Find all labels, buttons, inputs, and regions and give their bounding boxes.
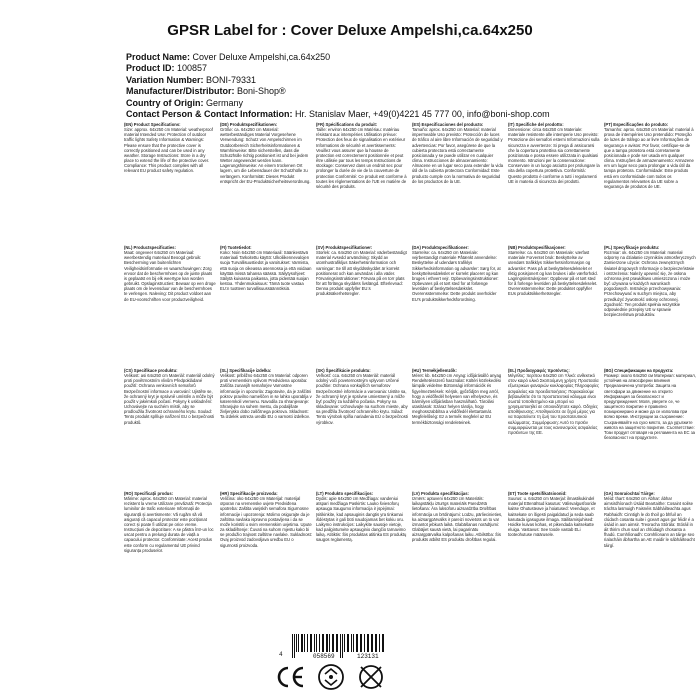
spec-block-hu — [412, 367, 508, 490]
barcode-group-2: 123131 — [357, 653, 379, 660]
variation-number-row — [126, 75, 646, 86]
country-row — [126, 98, 646, 109]
spec-block-de — [220, 121, 316, 244]
spec-block-pt — [604, 121, 700, 244]
spec-heading: (GA) Sonraíochtaí Táirge: — [604, 491, 655, 496]
barcode-bar — [360, 634, 362, 652]
spec-heading: (IT) Specifiche del prodotto: — [508, 122, 564, 127]
spec-block-bg — [604, 367, 700, 490]
spec-heading: (HU) Termékjellemzők: — [412, 368, 457, 373]
spec-body: Rozmiar: ok. 64x250 cm Materiał: materiał odporny na działanie czynników atmosferycznych Zamierzone użycie: Ochrona zewnętrznych świateł drogowych Informacje o bezpieczeństwie i ostrzeżenia: Należy upewnić się, że osłona ochronna jest prawidłowo umieszczona i może być używana w każdych warunkach pogodowych. Instrukcje przechowywania: Przechowywać w suchym miejscu, aby przedłużyć żywotność osłony ochronnej. Zgodność: Ten produkt spełnia wszystkie odpowiednie przepisy UE w sprawie bezpieczeństwa produktów. — [604, 250, 696, 318]
barcode-bar — [326, 634, 328, 652]
barcode-bar — [307, 634, 308, 652]
spec-body: Velikost: asi 64x250 cm Materiál: materiál odolný proti povětrnostním vlivům Předpokládané použití: Ochrana venkovních semaforů Bezpečnostní informace a varování: Ujistěte se, že ochranný kryt je správně umístěn a může být použit v jakémkoli počasí. Pokyny k uskladnění: Uchovávejte na suchém místě, aby se prodloužila životnost ochranného krytu. Soulad: Tento produkt splňuje nařízení EU o bezpečnosti produktů. — [124, 373, 215, 425]
recycling-info-icon — [316, 662, 346, 692]
page-title: GPSR Label for : Cover Deluxe Ampelshi,ca.64x250 — [167, 22, 533, 39]
spec-block-fi — [220, 244, 316, 367]
barcode-bar — [294, 634, 295, 658]
spec-body: Tamanho: aprox. 64x250 cm Material: material à prova de intempéries Uso pretendido: Proteção de luzes de tráfego ao ar livre Informações de segurança e avisos: Por favor, certifique-se de que a tampa protetora está corretamente posicionada e pode ser usada em qualquer clima. Instruções de armazenamento: Armazene em um lugar seco para prolongar a vida útil da tampa protetora. Conformidade: Este produto está em conformidade com todos os regulamentos relevantes da UE sobre a segurança de produtos de UE. — [604, 127, 694, 189]
barcode-bar — [340, 634, 341, 658]
spec-body: Størrelse: ca. 64x250 cm Materiale: værfast materiale Forventet bruk: Beskyttelse av utendørs trafikklys Sikkerhetsinformasjon og advarsler: Pass på at beskyttelsesdekselet er riktig posisjonert og kan brukes i alle værforhold. Lagringsinstruksjoner: Oppbevar på et tørt sted for å forlenge levetiden på beskyttelsesdekselet. Overensstemmelse: Dette produktet oppfyller EUs produktsikkerhetsregler. — [508, 250, 598, 297]
spec-body: Size: approx. 64x250 cm Material: weatherproof material Intended Use: Protection of outdoor traffic lights Safety Information & Warnings: Please ensure that the protective cover is correctly positioned and can be used in any weather. Storage Instructions: Store in a dry place to extend the life of the protective cover. Compliance: This product complies with all relevant EU product safety regulation. — [124, 127, 213, 174]
barcode-bar — [292, 634, 293, 658]
row-label: Product ID: — [126, 63, 175, 74]
spec-heading: (SV) Produktspecifikationer: — [316, 245, 373, 250]
spec-block-sv — [316, 244, 412, 367]
spec-block-pl — [604, 244, 700, 367]
barcode-bar — [322, 634, 324, 652]
spec-heading: (NB) Produktspesifikasjoner: — [508, 245, 566, 250]
spec-block-nl — [124, 244, 220, 367]
row-value: Germany — [206, 97, 244, 108]
barcode-bar — [347, 634, 349, 652]
product-id-row — [126, 63, 646, 74]
row-label: Manufacturer/Distributor: — [126, 86, 235, 97]
barcode-bar — [379, 634, 380, 652]
spec-block-et — [508, 490, 604, 613]
barcode-bar — [382, 634, 384, 652]
barcode-bar — [367, 634, 369, 652]
spec-body: Méid: thart: 64x250 cm Ábhar: ábhar aimsirdhíonach Úsáid Beartaithe: Cosaint soilse tráchta lasmuigh Faisnéis Sábháilteachta agus Rabhaidh: Cinntigh le do thoil go bhfuil an clúdach cosanta suite i gceart agus gur féidir é a úsáid in aon aimsir. Treoracha Stórála: Stóráil in áit thirim chun saol an chlúdaigh chosanta a fhadú. Comhlíonadh: Comhlíonann an táirge seo rialacháin ábhartha an AE maidir le sábháilteacht táirgí. — [604, 496, 695, 548]
row-value: Hr. Stanislav Maer, +49(0)4221 45 777 00, info@boni-shop.com — [295, 109, 550, 120]
ce-mark-icon — [276, 662, 306, 692]
spec-block-es — [412, 121, 508, 244]
spec-body: Μέγεθος: περίπου 64x250 cm Υλικό: ανθεκτικό στον καιρό υλικό Σκοπούμενη χρήση: Προστασία εξωτερικών φαναριών κυκλοφορίας Πληροφορίες ασφαλείας και προειδοποιήσεις: Παρακαλούμε βεβαιωθείτε ότι το προστατευτικό κάλυμμα είναι σωστά τοποθετημένο και μπορεί να χρησιμοποιηθεί σε οποιονδήποτε καιρό. Οδηγίες αποθήκευσης: Αποθηκεύστε σε ξηρό μέρος για να παρατείνετε τη ζωή του προστατευτικού καλύμματος. Συμμόρφωση: Αυτό το προϊόν συμμορφώνεται με τους κανονισμούς ασφαλείας προϊόντων της ΕΕ. — [508, 373, 600, 435]
spec-body: Mărime: aprox. 64x250 cm Material: material rezistent la vreme Utilizare prevăzută: Protecția luminilor de trafic exterioare Informații de siguranță și avertismente: Vă rugăm să vă asigurați că capacul protector este poziționat corect și poate fi utilizat pe orice vreme. Instrucțiuni de depozitare: A se păstra într-un loc uscat pentru a prelungi durata de viață a capacului protector. Conformitate: Acest produs este conform cu regulamentul UE privind siguranța produselor. — [124, 496, 214, 553]
spec-block-ro — [124, 490, 220, 613]
compliance-symbols — [276, 662, 386, 692]
spec-block-da — [412, 244, 508, 367]
manufacturer-row — [126, 86, 646, 97]
spec-heading: (FR) Spécifications du produit: — [316, 122, 378, 127]
spec-heading: (LV) Produkta specifikācijas: — [412, 491, 469, 496]
barcode-bar — [332, 634, 334, 652]
spec-body: Veličina: oko 64x250 cm Materijal: materijal otporan na vremenske uvjete Predviđena upotreba: Zaštita vanjskih semafora Sigurnosne informacije i upozorenja: Molimo osigurajte da je zaštitna navlaka ispravno postavljena i da se može koristiti u svim vremenskim uvjetima. Upute za skladištenje: Čuvati na suhom mjestu kako bi se produžio trajnost zaštitne navlake. Sukladnost: Ovaj proizvod zadovoljava uredbu EU o sigurnosti proizvoda. — [220, 496, 312, 548]
spec-body: Taille: environ 64x250 cm Matériau: matériau résistant aux intempéries Utilisation prévue: Protection des feux de signalisation en extérieur Informations de sécurité et avertissements: Veuillez vous assurer que la housse de protection est correctement positionnée et peut être utilisée par tous les temps Instructions de stockage: Conservez dans un endroit sec pour prolonger la durée de vie de la couverture de protection Conformité: Ce produit est conforme à toutes les réglementations de l'UE en matière de sécurité des produits. — [316, 127, 407, 189]
spec-body: Méret: kb. 64x250 cm Anyag: időjárásálló anyag Rendeltetésszerű használat: Kültéri közlekedési lámpák védelme Biztonsági információk és figyelmeztetések: Kérjük, győződjön meg arról, hogy a védőfedél helyesen van elhelyezve, és bármilyen időjárásban használható. Tárolási utasítások: Száraz helyen tárolja, hogy meghosszabbítsa a védőfedél élettartamát. Megfelelőség: Ez a termék megfelel az EU termékbiztonsági rendeleteinek. — [412, 373, 502, 425]
barcode-bar — [314, 634, 315, 652]
spec-block-fr — [316, 121, 412, 244]
spec-block-it — [508, 121, 604, 244]
row-label: Product Name: — [126, 52, 191, 62]
spec-block-sl — [220, 367, 316, 490]
spec-block-en — [124, 121, 220, 244]
product-name-row — [126, 52, 646, 63]
row-value: Cover Deluxe Ampelshi,ca.64x250 — [192, 52, 331, 62]
spec-heading: (LT) Produkto specifikacijos: — [316, 491, 374, 496]
barcode-bar — [342, 634, 343, 658]
barcode-bar — [329, 634, 330, 652]
spec-block-hr — [220, 490, 316, 613]
contact-row — [126, 109, 646, 120]
spec-heading: (BG) Спецификации на продукта: — [604, 368, 674, 373]
spec-heading: (CS) Specifikace produktu: — [124, 368, 178, 373]
barcode-bar — [310, 634, 312, 652]
spec-body: Izmērs: aptuveni 64x250 cm Materiāls: laikapstākļu izturīgs materiāls Paredzētā lietošana: Āra luksoforu aizsardzība Drošības informācija un brīdinājumi: Lūdzu, pārliecinieties, ka aizsargpārvalks ir pareizi novietots un to var izmantot jebkurā laikā. Glabāšanas norādījumi: Glabājiet sausā vietā, lai pagarinātu aizsargpārvalka kalpošanas laiku. Atbilstība: Šis produkts atbilst ES produktu drošības regulai. — [412, 496, 503, 543]
spec-body: Tamaño: aprox. 64x250 cm Material: material impermeable Uso previsto: Protección de luces de tráfico al aire libre Información de seguridad y advertencias: Por favor, asegúrese de que la cubierta protectora está correctamente posicionada y se puede utilizar en cualquier clima. Instrucciones de almacenamiento: Almacene en un lugar seco para extender la vida útil de la cubierta protectora Conformidad: Este producto cumple con la normativa de seguridad de los productos de la UE. — [412, 127, 504, 184]
spec-heading: (SK) Špecifikácie produktu: — [316, 368, 371, 373]
row-label: Contact Person & Contact Information: — [126, 109, 293, 120]
spec-block-lv — [412, 490, 508, 613]
language-grid — [124, 121, 700, 613]
row-label: Variation Number: — [126, 74, 204, 85]
row-value: BONI-79331 — [206, 74, 257, 85]
product-info — [126, 52, 646, 120]
barcode-bar — [304, 634, 305, 652]
spec-heading: (SL) Specifikacije izdelka: — [220, 368, 272, 373]
row-value: Boni-Shop® — [237, 86, 286, 97]
spec-body: Dimensione: circa 64x250 cm Materiale: materiale resistente alle intemperie Uso previsto: Protezione dei semafori esterni Informazioni sulla sicurezza e avvertenze: Si prega di assicurarsi che la copertura protettiva sia correttamente posizionata e possa essere utilizzata in qualsiasi momento. Istruzioni per la conservazione: Conservare in un luogo asciutto per prolungare la vita della copertura protettiva. Conformità: Questo prodotto è conforme a tutti i regolamenti UE in materia di sicurezza dei prodotti. — [508, 127, 600, 184]
spec-block-sk — [316, 367, 412, 490]
spec-heading: (DA) Produktspecifikationer: — [412, 245, 469, 250]
barcode-bar — [344, 634, 345, 652]
spec-heading: (DE) Produktspezifikationen: — [220, 122, 278, 127]
spec-body: Koko: Noin 64x250 cm Materiaali: Säänkestävä materiaali Tarkoitettu käyttö: Ulkoliikennevalojen suoja Turvallisuustiedot ja varoitukset: Varmista, että suoja on oikeassa asennossa ja että voidaan käyttää missä tahansa säässä. Säilytysohjeet: Säilytä kuivassa paikassa, jotta pidentää suojan kestoa. Yhdenmukaisuus: Tämä tuote vastaa EU:n tuotteen turvallisuussäännöksiä. — [220, 250, 312, 292]
spec-body: Maat: ongeveer 64x250 cm Materiaal: weerbestendig materiaal Beoogd gebruik: Bescherming van buitenlichten Veiligheidsinformatie en waarschuwingen: Zorg ervoor dat de beschermhoes op de juiste plaats is geplaatst en bij elk weertype kan worden gebruikt. Opslaginstructies: Bewaar op een droge plaats om de levensduur van de beschermhoes te verlengen. Naleving: Dit product voldoet aan de EU-voorschriften voor productveiligheid. — [124, 250, 216, 302]
barcode-bar — [316, 634, 317, 652]
spec-heading: (PL) Specyfikacje produktu: — [604, 245, 660, 250]
barcode-bar — [351, 634, 352, 652]
spec-heading: (FI) Tuotetiedot: — [220, 245, 252, 250]
spec-body: Größe: ca. 64x250 cm Material: wetterbeständiges Material Vorgesehene Verwendung: Schutz von Ampelschirmen im Outdoorbereich Sicherheitsinformationen & Warnhinweise: Bitte sicherstellen, dass die Schutzhülle richtig positioniert ist und bei jedem Wetter angewendet werden kann. Lagerungshinweise: An einem trockenen Ort lagern, um die Lebensdauer der Schutzhülle zu verlängern. Konformität: Dieses Produkt entspricht der EU-Produktsicherheitsverordnung. — [220, 127, 311, 184]
spec-body: Størrelse: ca. 64x250 cm Materiale: vejrbestandigt materiale Påtænkt anvendelse: Beskyttelse af udendørs trafiklys Sikkerhedsinformation og advarsler: Sørg for, at beskyttelsesdækslet er korrekt placeret og kan bruges i ethvert vejr. Opbevaringsinstruktioner: Opbevares på et tørt sted for at forlænge levetiden af beskyttelsesdækslet. Overensstemmelse: Dette produkt overholder EU's produktsikkerhedsforordning. — [412, 250, 501, 302]
barcode-bar — [364, 634, 365, 652]
barcode-group-1: 058569 — [313, 653, 335, 660]
barcode-bar — [371, 634, 373, 652]
spec-heading: (PT) Especificações do produto: — [604, 122, 669, 127]
barcode-bar — [301, 634, 303, 652]
spec-block-ga — [604, 490, 700, 613]
spec-heading: (NL) Productspecificaties: — [124, 245, 176, 250]
spec-heading: (ET) Toote spetsifikatsioonid: — [508, 491, 567, 496]
spec-heading: (ES) Especificaciones del producto: — [412, 122, 484, 127]
spec-body: Veľkosť: cca. 64x250 cm Materiál: materiál odolný voči poveternostným vplyvom Určené použitie: Ochrana vonkajších semaforov Bezpečnostné informácie a varovania: Uistite sa, že ochranný kryt je správne umiestnený a môže byť použitý za každého počasia. Pokyny na skladovanie: Uchovávajte na suchom mieste, aby sa predĺžila životnosť ochranného krytu. Súlad: Tento výrobok spĺňa nariadenia EÚ o bezpečnosti výrobkov. — [316, 373, 408, 425]
spec-heading: (HR) Specifikacije proizvoda: — [220, 491, 278, 496]
barcode — [279, 634, 390, 660]
spec-block-lt — [316, 490, 412, 613]
spec-block-cs — [124, 367, 220, 490]
spec-body: Suurus: u. 64x250 cm Materjal: ilmastikukindel materjal Ettenähtud kasutus: Välisvalgusfooride kaitse Ohutusteave ja hoiatused: Veenduge, et kaitsekate on õigesti paigaldatud ja seda saab kasutada igasuguse ilmaga. Säilitamisjuhised: Hoidke kuivas kohas, et pikendada kaitsekatte eluiga. Vastavus: See toode vastab ELi tooteohutuse määrusele. — [508, 496, 597, 538]
row-value: 100857 — [177, 63, 208, 74]
no-dry-cleaning-icon — [356, 662, 386, 692]
spec-body: Размер: около 64x250 см Материал: материал, устойчив на атмосферни влияния Предназначена употреба: Защита на светофари за движение на открито Информация за безопасност и предупреждения: Моля, уверете се, че защитното покритие е правилно позиционирано и може да се използва при всяко време. Инструкции за съхранение: Съхранявайте на сухо място, за да удължите живота на защитното покритие. Съответствие: Този продукт отговаря на регламента на ЕС за безопасност на продуктите. — [604, 373, 696, 441]
barcode-left-digit: 4 — [279, 651, 283, 658]
spec-body: Dydis: apie 64x250 cm Medžiaga: vandeniui atspari medžiaga Paskirtis: Lauko šviesoforų apsauga Saugumo informacija ir įspėjimai: Įsitikinkite, kad apsauginis dangtis yra tinkamai išdėstytas ir gali būti naudojamas bet kokiu oru. Laikymo instrukcijos: Laikykite sausoje vietoje, kad pailgintumėte apsauginio dangčio tarnavimo laiką. Atitiktis: Šis produktas atitinka ES produktų saugos reglamentą. — [316, 496, 407, 543]
spec-heading: (EN) Product Specifications: — [124, 122, 181, 127]
spec-body: Storlek: ca. 64x250 cm Material: väderbeständigt material Avsedd användning: Skydd av utomhustrafikljus Säkerhetsinformation och varningar: Se till att skyddsskyddet är korrekt positionerat och kan användas i alla väder. Förvaringsinstruktioner: Förvara på en torr plats för att förlänga skyddets livslängd. Efterlevnad: Denna produkt uppfyller EU:s produktsäkerhetsregler. — [316, 250, 407, 297]
barcode-bar — [298, 634, 299, 652]
barcode-bar — [336, 634, 338, 652]
spec-heading: (RO) Specificații produs: — [124, 491, 174, 496]
spec-heading: (EL) Προδιαγραφές προϊόντος: — [508, 368, 570, 373]
barcode-bar — [353, 634, 354, 652]
spec-block-el — [508, 367, 604, 490]
spec-block-nb — [508, 244, 604, 367]
spec-body: Velikost: približno 64x250 cm Material: odporen proti vremenskim vplivom Predvidena uporaba: Zaščita zunanjih semaforjev Varnostne informacije in opozorila: Zagotovite, da je zaščitni pokrov pravilno nameščen in se lahko uporablja v kateremkoli vremenu. Navodila za shranjevanje: Shranjujte na suhem mestu, da podaljšate življenjsko dobo zaščitnega pokrova. Skladnost: Ta izdelek ustreza uredbi EU o varnosti izdelkov. — [220, 373, 312, 420]
barcode-bar — [375, 634, 377, 652]
barcode-bar — [296, 634, 297, 652]
barcode-bar — [319, 634, 320, 652]
row-label: Country of Origin: — [126, 97, 204, 108]
barcode-bar — [356, 634, 358, 652]
